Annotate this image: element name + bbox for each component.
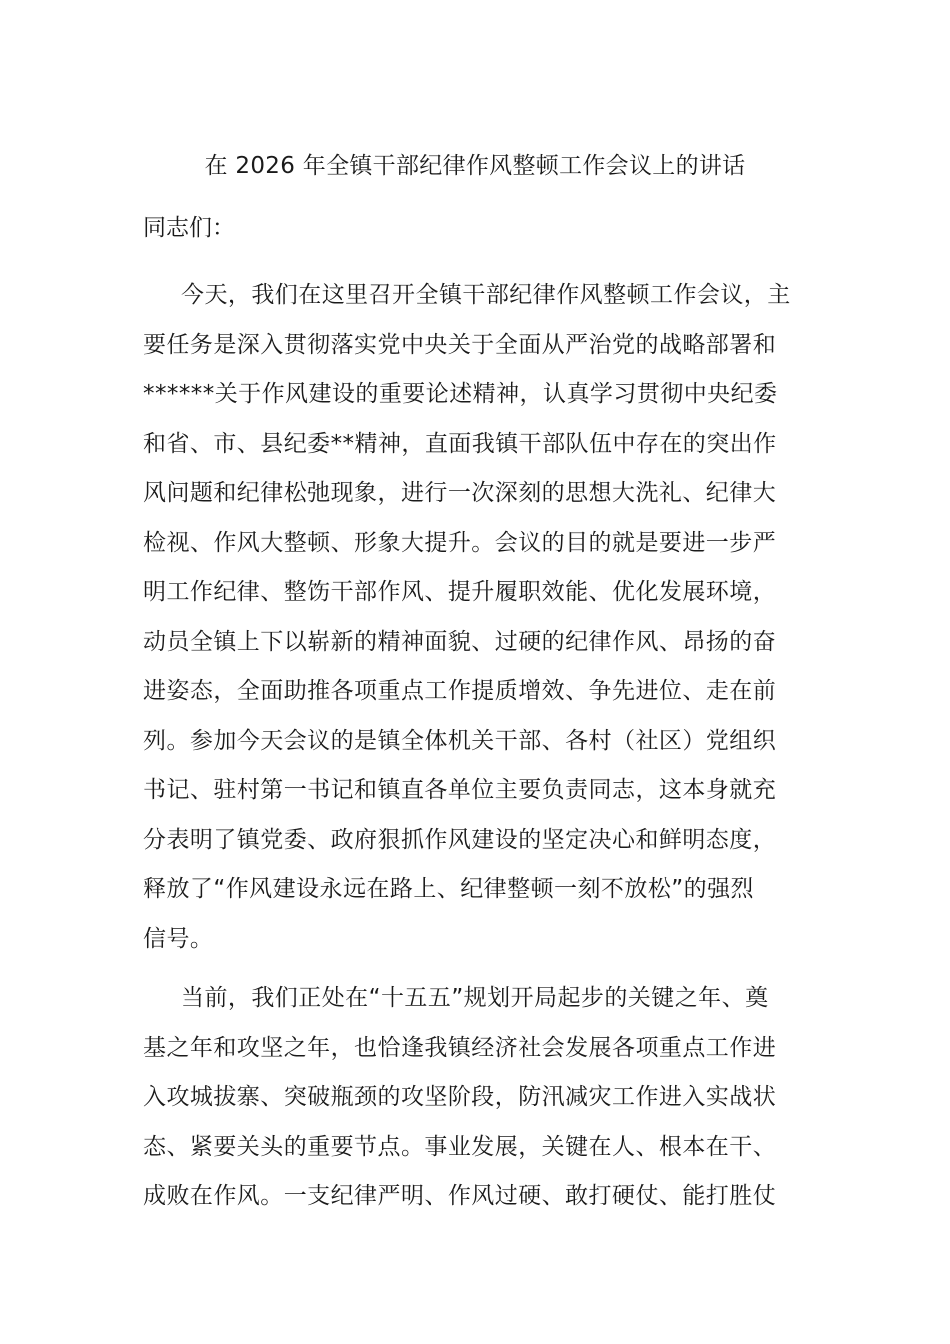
- paragraph-line: 态、紧要关头的重要节点。事业发展，关键在人、根本在干、: [143, 1133, 777, 1160]
- paragraph-line: 今天，我们在这里召开全镇干部纪律作风整顿工作会议，主: [181, 282, 791, 308]
- paragraph-line: 信号。: [143, 925, 214, 952]
- paragraph-line: 书记、驻村第一书记和镇直各单位主要负责同志，这本身就充: [143, 777, 777, 803]
- paragraph-line: 明工作纪律、整饬干部作风、提升履职效能、优化发展环境，: [143, 579, 777, 605]
- paragraph-line: ******关于作风建设的重要论述精神，认真学习贯彻中央纪委: [143, 381, 778, 407]
- salutation: 同志们：: [143, 215, 235, 241]
- paragraph-line: 列。参加今天会议的是镇全体机关干部、各村（社区）党组织: [143, 727, 777, 754]
- paragraph-line: 基之年和攻坚之年，也恰逢我镇经济社会发展各项重点工作进: [143, 1034, 777, 1061]
- paragraph-line: 和省、市、县纪委**精神，直面我镇干部队伍中存在的突出作: [143, 430, 777, 457]
- paragraph-line: 动员全镇上下以崭新的精神面貌、过硬的纪律作风、昂扬的奋: [143, 628, 777, 655]
- body-paragraph-1: [143, 271, 808, 964]
- paragraph-line: 分表明了镇党委、政府狠抓作风建设的坚定决心和鲜明态度，: [143, 826, 777, 853]
- paragraph-line: 释放了“作风建设永远在路上、纪律整顿一刻不放松”的强烈: [143, 876, 754, 902]
- body-paragraph-2: [143, 974, 808, 1222]
- paragraph-line: 入攻城拔寨、突破瓶颈的攻坚阶段，防汛减灾工作进入实战状: [143, 1084, 777, 1110]
- paragraph-line: 风问题和纪律松弛现象，进行一次深刻的思想大洗礼、纪律大: [143, 480, 777, 506]
- paragraph-line: 检视、作风大整顿、形象大提升。会议的目的就是要进一步严: [143, 529, 777, 556]
- paragraph-line: 进姿态，全面助推各项重点工作提质增效、争先进位、走在前: [143, 678, 777, 704]
- paragraph-line: 成败在作风。一支纪律严明、作风过硬、敢打硬仗、能打胜仗: [143, 1183, 777, 1209]
- document-title: 在 2026 年全镇干部纪律作风整顿工作会议上的讲话: [204, 153, 746, 179]
- paragraph-line: 要任务是深入贯彻落实党中央关于全面从严治党的战略部署和: [143, 331, 777, 358]
- paragraph-line: 当前，我们正处在“十五五”规划开局起步的关键之年、奠: [181, 985, 769, 1011]
